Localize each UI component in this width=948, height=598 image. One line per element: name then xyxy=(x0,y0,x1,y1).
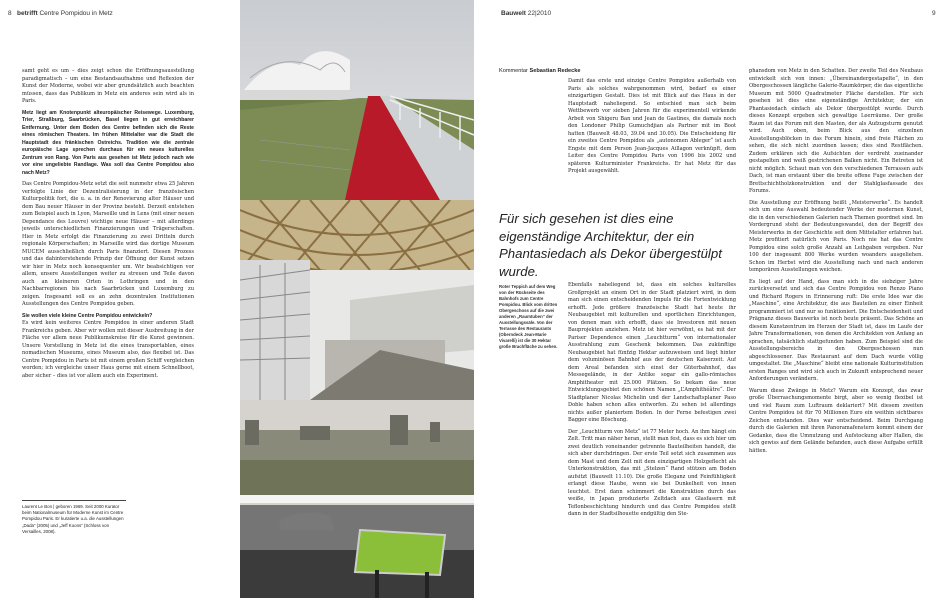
interview-question: Sie wollen viele kleine Centre Pompidou entwickeln? xyxy=(22,312,153,319)
body-paragraph: phansdom von Metz in den Schatten. Der zweite Teil des Neubaus entwickelt sich von innen: „Übereinandergestapelte“, in den Obergeschossen längliche Galerie-Raumkörper, die das eigentliche Museum mit 5000 Quadratmeter Fläche darstellen. Für sich gesehen ist dies eine eigenständige Architektur, der ein Phantasiedach einfach als Dekor übergestülpt wurde. Durch dieses Konzept ergeben sich gewaltige Leerräume. Der große Raum ist das Forum mit den Masten, der als Aufzugsturm genutzt wird. Auch oben, beim Blick aus den einzelnen Ausstellungsblöcken in das Forum hinein, sind freie Flächen zu sehen, die sich nicht zuordnen lassen; dies sind Restflächen. Zudem erklären sich die Aufsichten der verdreht zueinander gestapelten und weiß gestrichenen Balken nicht. Ein Betreten ist nicht möglich. Schaut man von den verschiedenen Terrassen aufs Dach, ist man erstaunt über die breite offene Fuge zwischen der Brettschichtholzkonstruktion und der Stahlglasfassade des Forums. xyxy=(749,68,923,194)
interview-question: Metz liegt am Knotenpunkt alteuropäischer Reisewege. Luxemburg, Trier, Straßburg, Saarbrücken, Basel liegen in gut erreichbarer Entfernung. Unter dem Boden des Centre befinden sich die Reste eines römischen Theaters. Im frühen Mittelalter war die Stadt die Hauptstadt des fränkischen Ostreichs. Tradition wie die zentrale europäische Lage sprechen durchaus für ein neues kulturelles Zentrum von Rang. Von Paris aus gesehen ist Metz jedoch nach wie vor eine ungeliebte Randlage. Was soll das Centre Pompidou also nach Metz? xyxy=(22,109,194,176)
interview-column xyxy=(22,68,194,498)
photo-caption: Roter Teppich auf dem Weg von der Rückseite des Bahnhofs zum Centre Pompidou. Blick vom dritten Obergeschoss auf die zwei anderen „Raumtuben“ der Ausstellungssäle. Von der Terrasse des Restaurants (Oberndeck Jean-Marie Vivarelli) ist die 30 Hektar große Brachfläche zu sehen. xyxy=(499,284,558,349)
pull-quote: Für sich gesehen ist dies eine eigenständige Architektur, der ein Phantasiedach als Dekor übergestülpt wurde. xyxy=(499,211,722,279)
section-label: betrifft xyxy=(17,10,38,17)
commentary-header xyxy=(499,68,580,74)
commentary-column-a xyxy=(568,78,736,203)
body-paragraph: Es liegt auf der Hand, dass man sich in die siebziger Jahre zurückversetzt und sich das Centre Pompidou von Renzo Piano und Richard Rogers in Erinnerung ruft: Die erste Idee war die „Maschine“, eine Architektur, die aus Bauteilen zu einer Einheit programmiert ist und nur so funktioniert. Die Entscheidenheit und Prägnanz dieses Bauwerks ist noch heute präsent. Das Schöne an diesem Kunstzentrum im Herzen der Stadt ist, dass im Laufe der Jahre Transformationen, von denen die Architekten von Anfang an sprachen, tatsächlich stattgefunden haben. Zum Beispiel sind die Ausstellungsbereiche in den Obergeschossen nun abgeschlossener. Das Restaurant auf dem Dach wurde völlig umgestaltet. Die „Maschine“ bleibt eine nationale Kulturinstitution ersten Ranges und wird sich auch in Zukunft entsprechend neuer Anforderungen verändern. xyxy=(749,278,923,382)
commentary-label: Kommentar xyxy=(499,68,528,74)
body-paragraph: Die Ausstellung zur Eröffnung heißt „Meisterwerke“. Es handelt sich um eine Auswahl bedeutender Werke der modernen Kunst, die in den verschiedenen Galerien nach Themen geordnet sind. Im Vordergrund steht der Bedeutungswandel, den der Begriff des Meisterwerks in der Geschichte seit dem Mittelalter erfahren hat. Metz profitiert natürlich von Paris. Noch nie hat das Centre Pompidou eine solch große Anzahl an Leihgaben vergeben. Nur 100 der insgesamt 800 Werke wurden woanders ausgeliehen. Schon im Herbst wird die Ausstellung nach und nach anderen temporären Ausstellungen weichen. xyxy=(749,199,923,273)
body-paragraph: Damit das erste und einzige Centre Pompidou außerhalb von Paris als solches wahrgenommen wird, bedarf es einer einzigartigen Gestalt. Dies ist mit Blick auf das Haus in der Hauptstadt naheliegend. So entschied man sich beim Wettbewerb vor sieben Jahren für die experimentell wirkende Arbeit von Shigeru Ban und Jean de Gastines, die damals noch den Londoner Philip Gumuchdjian als Partner mit im Boot hatten (Bauwelt 48.03, 39.04 und 30.05). Die Entscheidung für ein zweites Centre Pompidou als „autonomen Ableger“ ist auch Engste mit dem Person Jean-Jacques Aillagon verknüpft, dem Leiter des Centre Pompidou Paris von 1996 bis 2002 und späteren Kulturminister Frankreichs. Er hat Metz für das Projekt ausgewählt. xyxy=(568,78,736,174)
photo-terrace-view xyxy=(240,400,474,598)
left-folio xyxy=(8,10,113,17)
body-paragraph: Ebenfalls naheliegend ist, dass ein solches kulturelles Großprojekt an einem Ort in der Stadt platziert wird, in dem man sich einen entscheidenden Impuls für die Fortentwicklung erhofft. Jede größere französische Stadt hat heute ihr Neubaugebiet mit kulturellen und sportlichen Einrichtungen, von denen man sich erhofft, dass sie Investoren mit neuen Bauprojekten anziehen. Metz ist hier verwöhnt, es hat mit der Pariser Dependence einen „Leuchtturm“ von internationaler Ausstrahlung zum Geschenk bekommen. Das zukünftige Neubaugebiet hat fünfzig Hektar aufzuweisen und liegt hinter dem voluminösen Bahnhof aus der deutschen Kaiserzeit. Auf dem Areal befanden sich einst der Güterbahnhof, das Messegelände, in der Antike sogar ein gallo-römisches Amphitheater mit 25.000 Plätzen. So bekam das neue Entwicklungsgebiet den schönen Namen „L’Amphithéâtre“. Der Stadtplaner Nicolas Michelin und der Landschaftsplaner Paso Doble haben schon alles entworfen. Zu sehen ist allerdings nichts außer planiertem Boden. In der Ferne befestigen zwei Bagger eine Böschung. xyxy=(568,282,736,423)
commentary-column-b xyxy=(568,282,736,594)
issue-number-right: 22|2010 xyxy=(527,10,552,17)
body-paragraph: Der „Leuchtturm von Metz“ ist 77 Meter hoch. An ihm hängt ein Zelt. Tritt man näher heran, stellt man fest, dass es sich hier um zwei deutlich voneinander getrennte Bauteilheiten handelt, die sich aber durchdringen. Der erste Teil setzt sich zusammen aus dem Mast und dem Zelt mit dem einzigartigen Holzgeflecht als Unterkonstruktion, das mit „Stelzen“ Rand stützen am Boden aufsitzt (Bauwelt 11.10). Die große Eleganz und Feinfühligkeit erlangt diese Haube, wenn sie bei Dunkelheit von innen leuchtet. Erst dann schimmert die Konstruktion durch das weiße, in Japan produzierte Zeltdach aus Glasfasern mit Teflonbeschichtung hindurch und das Centre Pompidou stellt dann in der Stadtsilhouette endgültig den Ste- xyxy=(568,428,736,517)
photo-red-carpet xyxy=(240,0,474,200)
page-number-right: 9 xyxy=(932,10,936,17)
magazine-name-right: Bauwelt xyxy=(501,10,526,17)
section-topic: Centre Pompidou in Metz xyxy=(39,10,113,17)
body-paragraph: Warum diese Zwänge in Metz? Warum ein Konzept, das zwar große Überraschungsmomente birgt, aber so wenig flexibel ist und viel Raum zum Luftraum deklariert? Mit diesem zweiten Centre Pompidou ist für 70 Millionen Euro ein weithin sichtbares Zeichen entstanden. Dies war entscheidend. Beim Durchgang durch die Galerien mit ihren Panoramafenstern kommt einem der Gedanke, dass die Umnutzung und Aufstockung alter Hallen, die sich gewiss auf dem Gelände befanden, auch diese Aufgabe erfüllt hätten. xyxy=(749,387,923,454)
commentary-column-c xyxy=(749,68,923,594)
photo-interior-roof xyxy=(240,200,474,400)
interview-paragraph: Das Centre Pompidou-Metz setzt die seit nunmehr etwa 25 Jahren verfolgte Linie der Dezentralisierung in der französischen Kulturpolitik fort, die u. a. in der Renovierung alter Häuser und dem Bau neuer Häuser in der Provinz besteht. Derzeit entstehen zum Beispiel auch in Lyon, Marseille und in Lens (mit einer neuen Dependance des Louvre) wichtige neue Häuser – mit allerdings jeweils unterschiedlichen Finanzierungen und Trägerschaften. Hier in Metz erfolgt die Finanzierung zu zwei Dritteln durch regionale Körperschaften; in Marseille wird das dortige Museum MUCEM ausschließlich durch Paris finanziert. Diesen Prozess und das dahinterstehende Prinzip der Öffnung der Kunst setzen wir hier in Metz noch konsequenter um. Wir beabsichtigen vor allem, unsere Ausstellungen weiter zu streuen und Teile davon auch an kleineren Orten in Lothringen und in den Nachbarregionen bis nach Saarbrücken und Luxemburg zu zeigen. Insgesamt soll es an zehn dezentralen Institutionen Ausstellungen des Centre Pompidou geben. xyxy=(22,181,194,307)
author-bio: Laurent Le Bon | geboren 1969. Seit 2000 Kurator beim Nationalmuseum für Moderne Kunst im Centre Pompidou Paris. Er kuratierte u.a. die Ausstellungen „Dada“ (2005) und „Jeff Koons“ (Schloss von Versailles, 2008). xyxy=(22,500,126,535)
interview-paragraph: Es wird kein weiteres Centre Pompidou in einer anderen Stadt Frankreichs geben. Aber wir wollen mit dieser Ausbreitung in der Fläche vor allem neue Publikumskreise für die Kunst gewinnen. Unsere Vorstellung in Metz ist die eines transportablen, eines nomadischen Museums, eines Museum also, das flexibel ist. Das Centre Pompidou in Paris ist mit einem großen Schiff vergleichen worden; ich vergleiche unser Haus gerne mit einem Schnellboot, aber sicher – dies ist vor allem auch ein Experiment. xyxy=(22,320,194,379)
page-number-left: 8 xyxy=(8,10,12,17)
interview-paragraph: samt geht es um – dies zeigt schon die Eröffnungsausstellung paradigmatisch – um eine Bestandsaufnahme und Reflexion der Kunst der Moderne, wobei wir aber grundsätzlich auch beachten müssen, dass das Publikum in Metz ein anderes sein wird als in Paris. xyxy=(22,68,194,104)
photo-strip xyxy=(240,0,474,598)
commentary-author: Sebastian Redecke xyxy=(529,68,581,74)
right-folio xyxy=(501,10,551,17)
